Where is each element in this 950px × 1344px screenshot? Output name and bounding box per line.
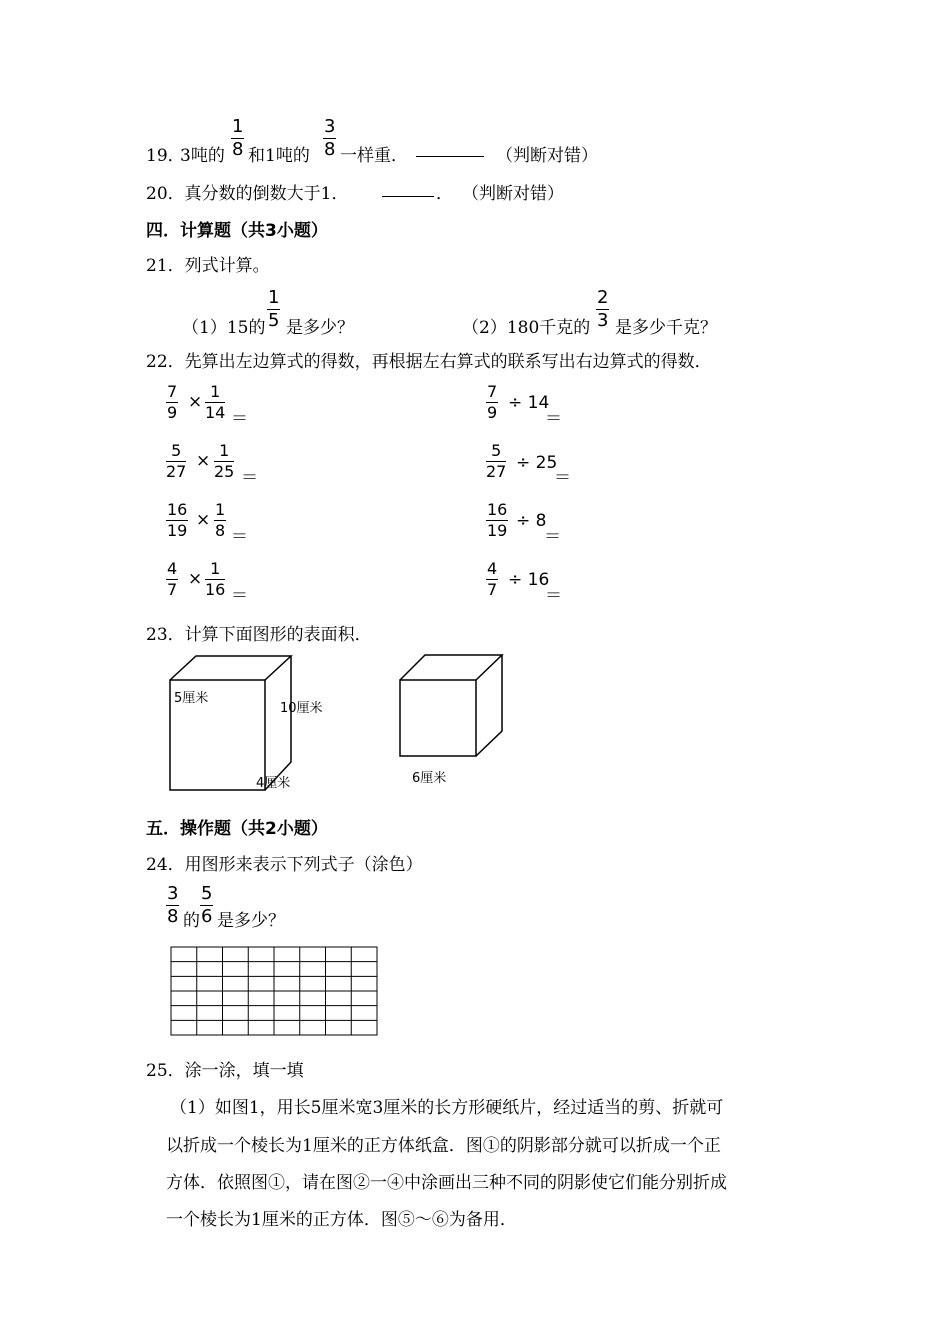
q24-post: 是多少？ (217, 911, 285, 931)
q19-answer-blank[interactable] (416, 156, 484, 157)
q22-r4-right-fraction: $\frac{1}{16}$ (205, 559, 226, 599)
q22-r2-left-fraction: $\frac{5}{27}$ (166, 441, 187, 481)
q19-text-1: 3吨的 (180, 146, 225, 166)
q22-r4-equals: ＝ (231, 586, 248, 606)
cube-front-face (400, 680, 476, 756)
q20-answer-blank[interactable] (382, 196, 434, 197)
q23-figures (160, 650, 560, 795)
q25-paragraph-line-3: 方体．依照图①，请在图②一④中涂画出三种不同的阴影使它们能分别折成 (166, 1173, 727, 1193)
section-5-title: 五．操作题（共2小题） (146, 819, 328, 839)
q22-r4-equals-2: ＝ (545, 586, 562, 606)
q19-text-3: 一样重． (340, 146, 408, 166)
cuboid-label-4cm: 4厘米 (256, 776, 291, 791)
q23-text: 23．计算下面图形的表面积． (146, 625, 372, 645)
cuboid-figure (170, 656, 291, 790)
q22-r2-times: × (196, 451, 211, 471)
q21-p2-fraction: $\frac{2}{3}$ (597, 287, 609, 331)
q22-r1-equals-2: ＝ (545, 409, 562, 429)
q22-r4-divisor: ÷ 16 (508, 570, 550, 590)
q22-r1-divisor: ÷ 14 (508, 393, 550, 413)
q25-paragraph-line-1: （1）如图1，用长5厘米宽3厘米的长方形硬纸片，经过适当的剪、折就可 (170, 1098, 724, 1118)
q22-r4-left-fraction: $\frac{4}{7}$ (167, 559, 178, 599)
q21-text: 21．列式计算。 (146, 256, 270, 276)
q24-fraction-2: $\frac{5}{6}$ (201, 883, 213, 927)
q19-fraction-1: $\frac{1}{8}$ (232, 116, 244, 160)
q24-of: 的 (183, 911, 200, 931)
q22-r2-equals-2: ＝ (554, 468, 571, 488)
cube-side-face (476, 655, 502, 756)
q20-judge-hint: （判断对错） (462, 184, 564, 204)
q22-r4-div-fraction: $\frac{4}{7}$ (487, 559, 498, 599)
q24-grid[interactable] (170, 946, 380, 1038)
q21-p1-pre: （1）15的 (182, 318, 266, 338)
q22-r3-equals-2: ＝ (544, 527, 561, 547)
q22-r1-left-fraction: $\frac{7}{9}$ (167, 382, 178, 422)
q22-r2-equals: ＝ (241, 468, 258, 488)
q22-r3-div-fraction: $\frac{16}{19}$ (487, 500, 508, 540)
cuboid-top-face (170, 656, 291, 680)
q25-text: 25．涂一涂，填一填 (146, 1061, 304, 1081)
q25-paragraph-line-2: 以折成一个棱长为1厘米的正方体纸盒．图①的阴影部分就可以折成一个正 (166, 1136, 721, 1156)
q22-text: 22．先算出左边算式的得数，再根据左右算式的联系写出右边算式的得数． (146, 352, 712, 372)
q25-paragraph-line-4: 一个棱长为1厘米的正方体．图⑤～⑥为备用． (166, 1210, 517, 1230)
q22-r3-equals: ＝ (231, 527, 248, 547)
q22-r1-right-fraction: $\frac{1}{14}$ (205, 382, 226, 422)
q19-number: 19． (146, 146, 185, 166)
q22-r3-divisor: ÷ 8 (516, 511, 547, 531)
q22-r3-times: × (196, 510, 211, 530)
q24-text: 24．用图形来表示下列式子（涂色） (146, 855, 423, 875)
q21-p1-fraction: $\frac{1}{5}$ (268, 287, 280, 331)
cuboid-label-5cm: 5厘米 (174, 691, 209, 706)
q22-r1-div-fraction: $\frac{7}{9}$ (487, 382, 498, 422)
cube-label-6cm: 6厘米 (412, 771, 447, 786)
q19-fraction-2: $\frac{3}{8}$ (324, 116, 336, 160)
q19-judge-hint: （判断对错） (496, 146, 598, 166)
q22-r1-times: × (188, 392, 203, 412)
q21-p2-post: 是多少千克？ (615, 318, 717, 338)
cuboid-label-10cm: 10厘米 (280, 701, 323, 716)
q22-r2-divisor: ÷ 25 (516, 453, 558, 473)
q21-p2-pre: （2）180千克的 (462, 318, 591, 338)
q22-r4-times: × (188, 569, 203, 589)
cube-figure (400, 655, 502, 756)
cube-top-face (400, 655, 502, 680)
q22-r2-right-fraction: $\frac{1}{25}$ (214, 441, 235, 481)
q22-r3-right-fraction: $\frac{1}{8}$ (215, 500, 226, 540)
q22-r2-div-fraction: $\frac{5}{27}$ (486, 441, 507, 481)
q22-r1-equals: ＝ (231, 409, 248, 429)
q20-text: 20．真分数的倒数大于1． (146, 184, 349, 204)
q19-text-2: 和1吨的 (248, 146, 310, 166)
q24-fraction-1: $\frac{3}{8}$ (167, 883, 179, 927)
section-4-title: 四．计算题（共3小题） (146, 221, 328, 241)
q22-r3-left-fraction: $\frac{16}{19}$ (167, 500, 188, 540)
q21-p1-post: 是多少？ (286, 318, 354, 338)
q20-period: ． (436, 184, 453, 204)
